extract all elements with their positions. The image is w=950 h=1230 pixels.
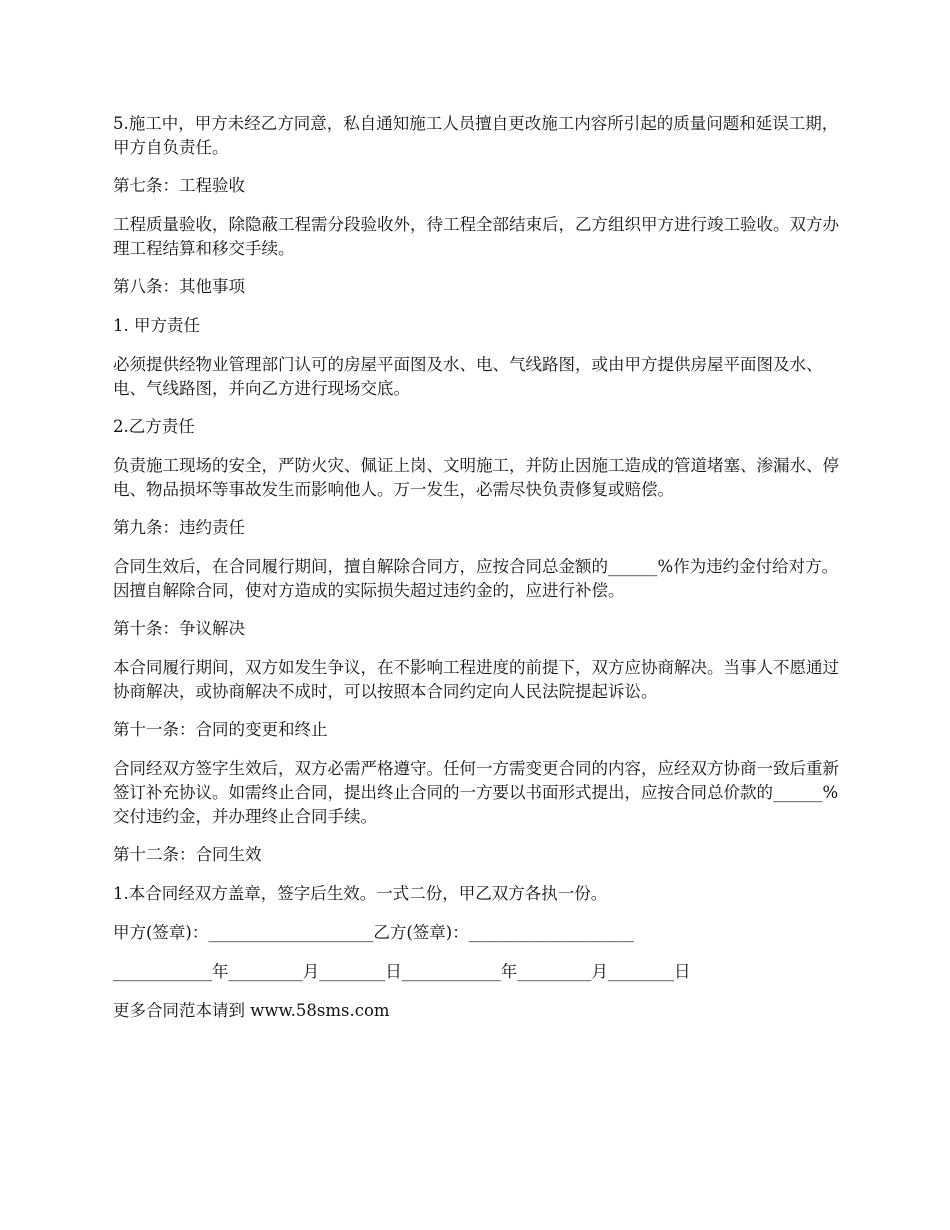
article-7-text: 工程质量验收，除隐蔽工程需分段验收外，待工程全部结束后，乙方组织甲方进行竣工验收。双方办理工程结算和移交手续。 (113, 215, 839, 258)
party-b-responsibility-heading: 2.乙方责任 (113, 417, 195, 436)
article-9-heading: 第九条：违约责任 (113, 518, 245, 537)
party-a-responsibility-text: 必须提供经物业管理部门认可的房屋平面图及水、电、气线路图，或由甲方提供房屋平面图及水、电、气线路图，并向乙方进行现场交底。 (113, 355, 823, 398)
article-10-text: 本合同履行期间，双方如发生争议，在不影响工程进度的前提下，双方应协商解决。当事人不愿通过协商解决，或协商解决不成时，可以按照本合同约定向人民法院提起诉讼。 (113, 658, 839, 701)
date-line: ____________年_________月________日____________年_________月________日 (113, 962, 691, 981)
article-11-text: 合同经双方签字生效后，双方必需严格遵守。任何一方需变更合同的内容，应经双方协商一致后重新签订补充协议。如需终止合同，提出终止合同的一方要以书面形式提出，应按合同总价款的______%交付违约金，并办理终止合同手续。 (113, 759, 839, 826)
article-12-heading: 第十二条：合同生效 (113, 845, 262, 864)
party-a-responsibility-heading: 1. 甲方责任 (113, 316, 200, 335)
article-8-heading: 第八条：其他事项 (113, 277, 245, 296)
party-b-responsibility-text: 负责施工现场的安全，严防火灾、佩证上岗、文明施工，并防止因施工造成的管道堵塞、渗漏水、停电、物品损坏等事故发生而影响他人。万一发生，必需尽快负责修复或赔偿。 (113, 456, 839, 499)
article-10-heading: 第十条：争议解决 (113, 619, 245, 638)
article-12-text: 1.本合同经双方盖章，签字后生效。一式二份，甲乙双方各执一份。 (113, 884, 608, 903)
footer-link-text: 更多合同范本请到 www.58sms.com (113, 1001, 390, 1020)
article-7-heading: 第七条：工程验收 (113, 176, 245, 195)
contract-page (113, 112, 840, 1038)
clause-5-text: 5.施工中，甲方未经乙方同意，私自通知施工人员擅自更改施工内容所引起的质量问题和延误工期，甲方自负责任。 (113, 114, 839, 157)
signature-line: 甲方(签章)：____________________乙方(签章)：____________________ (113, 923, 634, 942)
article-9-text: 合同生效后，在合同履行期间，擅自解除合同方，应按合同总金额的______%作为违约金付给对方。因擅自解除合同，使对方造成的实际损失超过违约金的，应进行补偿。 (113, 557, 839, 600)
article-11-heading: 第十一条：合同的变更和终止 (113, 720, 328, 739)
